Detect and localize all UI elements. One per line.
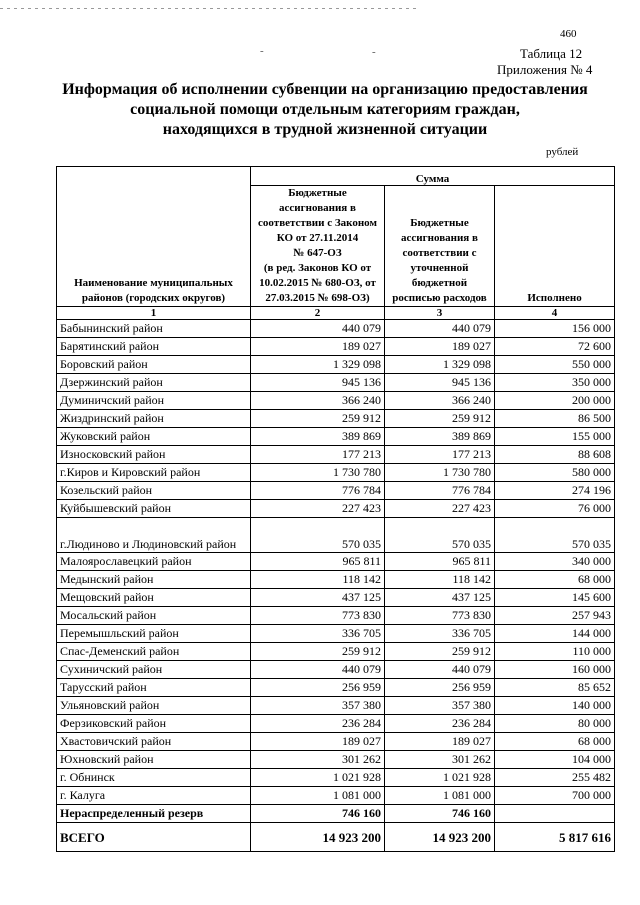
row-name: Куйбышевский район: [57, 500, 251, 518]
executed-value: 274 196: [495, 482, 615, 500]
refined-allocation-value: 440 079: [385, 661, 495, 679]
row-name: Сухиничский район: [57, 661, 251, 679]
law-allocation-value: 1 081 000: [251, 787, 385, 805]
table-row: [57, 715, 615, 733]
law-allocation-value: 776 784: [251, 482, 385, 500]
row-name: Мосальский район: [57, 607, 251, 625]
law-allocation-value: 440 079: [251, 661, 385, 679]
executed-value: 257 943: [495, 607, 615, 625]
law-allocation-value: 227 423: [251, 500, 385, 518]
refined-allocation-value: 776 784: [385, 482, 495, 500]
row-name: Нераспределенный резерв: [57, 805, 251, 823]
row-name: Мещовский район: [57, 589, 251, 607]
executed-value: 255 482: [495, 769, 615, 787]
row-name: Медынский район: [57, 571, 251, 589]
law-allocation-value: 14 923 200: [251, 823, 385, 852]
executed-value: 110 000: [495, 643, 615, 661]
refined-allocation-value: 118 142: [385, 571, 495, 589]
title-line-1: Информация об исполнении субвенции на организацию предоставления: [62, 81, 588, 98]
law-allocation-value: 259 912: [251, 643, 385, 661]
column-number: 4: [495, 307, 615, 320]
refined-allocation-value: 14 923 200: [385, 823, 495, 852]
executed-value: 570 035: [495, 518, 615, 553]
executed-value: 160 000: [495, 661, 615, 679]
row-name: г. Калуга: [57, 787, 251, 805]
refined-allocation-value: 189 027: [385, 338, 495, 356]
header-law-allocations: Бюджетные ассигнования в соответствии с Законом КО от 27.11.2014 № 647-ОЗ (в ред. Законов КО от 10.02.2015 № 680-ОЗ, от 27.03.2015 № 698-ОЗ): [251, 186, 385, 307]
table-row: [57, 733, 615, 751]
law-allocation-value: 236 284: [251, 715, 385, 733]
executed-value: 5 817 616: [495, 823, 615, 852]
row-name: г. Обнинск: [57, 769, 251, 787]
table-row: [57, 446, 615, 464]
executed-value: 550 000: [495, 356, 615, 374]
row-name: г.Киров и Кировский район: [57, 464, 251, 482]
table-row: [57, 787, 615, 805]
row-name: Тарусский район: [57, 679, 251, 697]
law-allocation-value: 1 329 098: [251, 356, 385, 374]
refined-allocation-value: 336 705: [385, 625, 495, 643]
table-row: [57, 697, 615, 715]
executed-value: 580 000: [495, 464, 615, 482]
column-number-row: [57, 307, 615, 320]
law-allocation-value: 773 830: [251, 607, 385, 625]
row-name: Спас-Деменский район: [57, 643, 251, 661]
executed-value: 104 000: [495, 751, 615, 769]
column-number: 2: [251, 307, 385, 320]
header-refined-allocations: Бюджетные ассигнования в соответствии с уточненной бюджетной росписью расходов: [385, 186, 495, 307]
title-line-3: находящихся в трудной жизненной ситуации: [162, 121, 488, 138]
law-allocation-value: 1 730 780: [251, 464, 385, 482]
executed-value: [495, 805, 615, 823]
table-row: [57, 751, 615, 769]
appendix-label: Приложения № 4: [497, 62, 593, 77]
executed-value: 200 000: [495, 392, 615, 410]
law-allocation-value: 945 136: [251, 374, 385, 392]
scan-speck: -: [260, 45, 264, 57]
executed-value: 340 000: [495, 553, 615, 571]
executed-value: 145 600: [495, 589, 615, 607]
executed-value: 144 000: [495, 625, 615, 643]
refined-allocation-value: 1 081 000: [385, 787, 495, 805]
row-name: ВСЕГО: [57, 823, 251, 852]
law-allocation-value: 357 380: [251, 697, 385, 715]
refined-allocation-value: 236 284: [385, 715, 495, 733]
law-allocation-value: 189 027: [251, 733, 385, 751]
refined-allocation-value: 301 262: [385, 751, 495, 769]
executed-value: 140 000: [495, 697, 615, 715]
law-allocation-value: 118 142: [251, 571, 385, 589]
header-executed: Исполнено: [495, 186, 615, 307]
table-label: Таблица 12: [520, 46, 583, 61]
refined-allocation-value: 1 730 780: [385, 464, 495, 482]
title-line-2: социальной помощи отдельным категориям граждан,: [130, 101, 520, 118]
subvention-table: [56, 166, 615, 852]
row-name: Думиничский район: [57, 392, 251, 410]
scan-speck: -: [372, 46, 376, 58]
executed-value: 85 652: [495, 679, 615, 697]
executed-value: 700 000: [495, 787, 615, 805]
table-row: [57, 661, 615, 679]
row-name: Козельский район: [57, 482, 251, 500]
refined-allocation-value: 389 869: [385, 428, 495, 446]
table-row: [57, 428, 615, 446]
row-name: Жуковский район: [57, 428, 251, 446]
table-row: [57, 571, 615, 589]
refined-allocation-value: 437 125: [385, 589, 495, 607]
table-row: [57, 769, 615, 787]
row-name: Жиздринский район: [57, 410, 251, 428]
row-name: Юхновский район: [57, 751, 251, 769]
row-name: Хвастовичский район: [57, 733, 251, 751]
refined-allocation-value: 440 079: [385, 320, 495, 338]
law-allocation-value: 389 869: [251, 428, 385, 446]
refined-allocation-value: 1 329 098: [385, 356, 495, 374]
refined-allocation-value: 945 136: [385, 374, 495, 392]
executed-value: 68 000: [495, 571, 615, 589]
total-row: [57, 823, 615, 852]
header-sum: Сумма: [251, 167, 615, 186]
executed-value: 350 000: [495, 374, 615, 392]
law-allocation-value: 177 213: [251, 446, 385, 464]
table-row: [57, 464, 615, 482]
refined-allocation-value: 773 830: [385, 607, 495, 625]
column-number: 1: [57, 307, 251, 320]
row-name: Перемышльский район: [57, 625, 251, 643]
reserve-row: [57, 805, 615, 823]
units-label: рублей: [546, 146, 579, 158]
table-row: [57, 625, 615, 643]
table-row: [57, 392, 615, 410]
row-name: Износковский район: [57, 446, 251, 464]
refined-allocation-value: 570 035: [385, 518, 495, 553]
executed-value: 156 000: [495, 320, 615, 338]
row-name: Ульяновский район: [57, 697, 251, 715]
law-allocation-value: 570 035: [251, 518, 385, 553]
refined-allocation-value: 746 160: [385, 805, 495, 823]
executed-value: 68 000: [495, 733, 615, 751]
refined-allocation-value: 965 811: [385, 553, 495, 571]
executed-value: 76 000: [495, 500, 615, 518]
column-number: 3: [385, 307, 495, 320]
scan-top-edge: [0, 8, 420, 9]
law-allocation-value: 256 959: [251, 679, 385, 697]
law-allocation-value: 366 240: [251, 392, 385, 410]
row-name: Боровский район: [57, 356, 251, 374]
refined-allocation-value: 189 027: [385, 733, 495, 751]
table-row: [57, 410, 615, 428]
executed-value: 72 600: [495, 338, 615, 356]
refined-allocation-value: 366 240: [385, 392, 495, 410]
table-row: [57, 607, 615, 625]
law-allocation-value: 1 021 928: [251, 769, 385, 787]
table-row: [57, 338, 615, 356]
executed-value: 155 000: [495, 428, 615, 446]
table-row: [57, 320, 615, 338]
table-row: [57, 589, 615, 607]
header-municipality: Наименование муниципальных районов (городских округов): [57, 167, 251, 307]
document-title: [40, 80, 610, 140]
row-name: Ферзиковский район: [57, 715, 251, 733]
refined-allocation-value: 259 912: [385, 410, 495, 428]
law-allocation-value: 437 125: [251, 589, 385, 607]
law-allocation-value: 440 079: [251, 320, 385, 338]
law-allocation-value: 301 262: [251, 751, 385, 769]
law-allocation-value: 189 027: [251, 338, 385, 356]
refined-allocation-value: 256 959: [385, 679, 495, 697]
law-allocation-value: 746 160: [251, 805, 385, 823]
law-allocation-value: 259 912: [251, 410, 385, 428]
row-name: г.Людиново и Людиновский район: [57, 518, 251, 553]
page-number: 460: [560, 28, 577, 40]
table-row: [57, 356, 615, 374]
executed-value: 80 000: [495, 715, 615, 733]
row-name: Барятинский район: [57, 338, 251, 356]
table-row: [57, 500, 615, 518]
table-row: [57, 553, 615, 571]
refined-allocation-value: 1 021 928: [385, 769, 495, 787]
law-allocation-value: 965 811: [251, 553, 385, 571]
table-row: [57, 518, 615, 553]
table-row: [57, 374, 615, 392]
law-allocation-value: 336 705: [251, 625, 385, 643]
executed-value: 88 608: [495, 446, 615, 464]
refined-allocation-value: 177 213: [385, 446, 495, 464]
table-row: [57, 679, 615, 697]
row-name: Малоярославецкий район: [57, 553, 251, 571]
row-name: Дзержинский район: [57, 374, 251, 392]
refined-allocation-value: 227 423: [385, 500, 495, 518]
executed-value: 86 500: [495, 410, 615, 428]
refined-allocation-value: 357 380: [385, 697, 495, 715]
refined-allocation-value: 259 912: [385, 643, 495, 661]
table-row: [57, 643, 615, 661]
row-name: Бабынинский район: [57, 320, 251, 338]
table-row: [57, 482, 615, 500]
